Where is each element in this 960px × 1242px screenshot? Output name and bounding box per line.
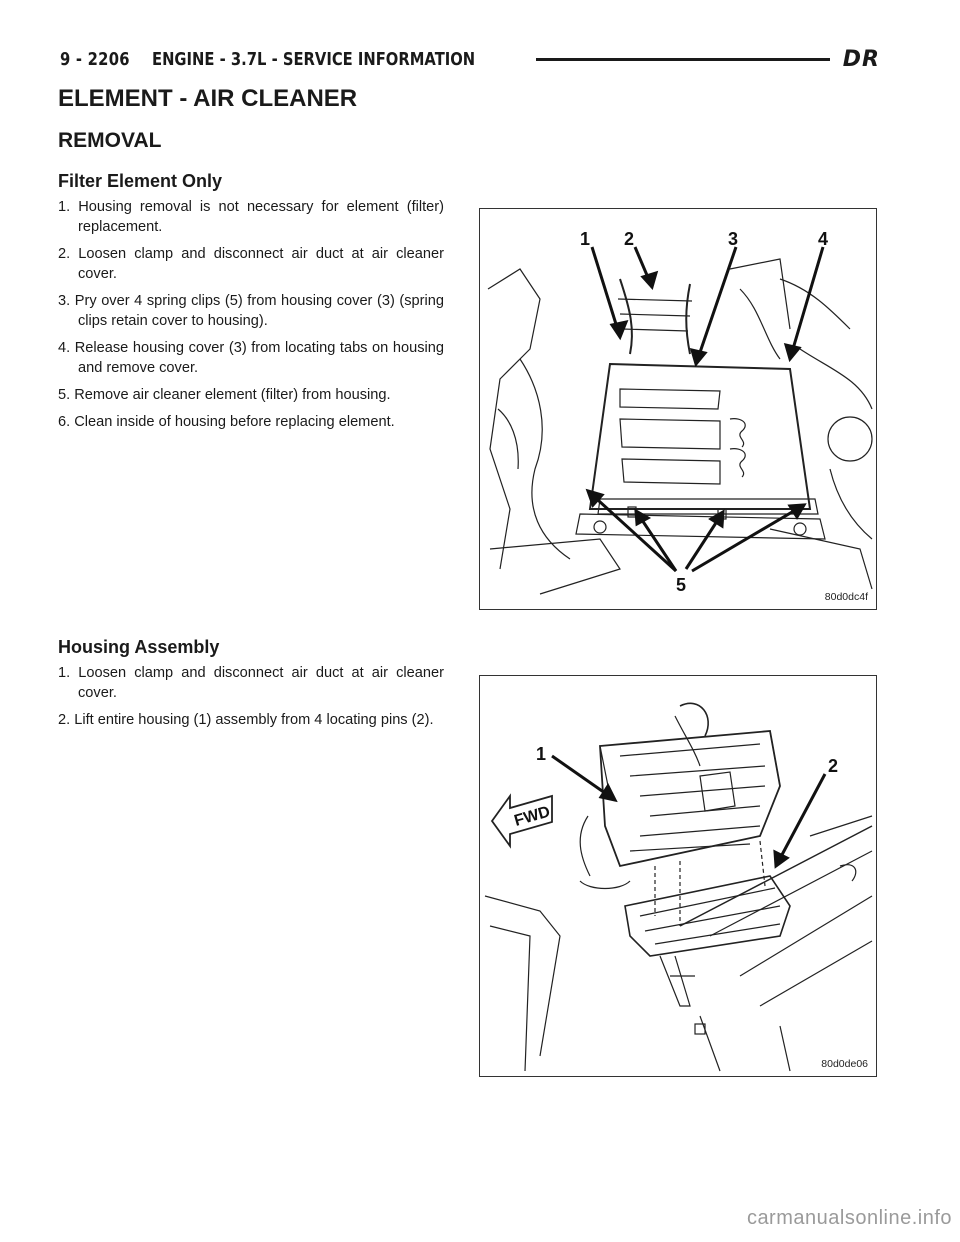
callout-1: 1 xyxy=(580,229,591,249)
header-code: DR xyxy=(842,46,880,72)
step-item: 6. Clean inside of housing before replacing element. xyxy=(58,414,395,430)
step-item: 1. Loosen clamp and disconnect air duct at air cleaner cover. xyxy=(58,665,444,701)
callout-3: 3 xyxy=(728,229,739,249)
fwd-label: FWD xyxy=(512,803,553,830)
callout-1: 1 xyxy=(536,744,547,764)
step-item: 2. Lift entire housing (1) assembly from 4 locating pins (2). xyxy=(58,712,434,728)
figure-code: 80d0de06 xyxy=(821,1058,868,1070)
callout-4: 4 xyxy=(818,229,829,249)
callout-5: 5 xyxy=(676,575,687,595)
step-item: 4. Release housing cover (3) from locating tabs on housing and remove cover. xyxy=(58,340,444,376)
air-cleaner-cover-figure xyxy=(479,208,877,610)
header-rule xyxy=(536,58,830,61)
step-item: 1. Housing removal is not necessary for element (filter) replacement. xyxy=(58,199,444,235)
procedure-title-housing-assembly: Housing Assembly xyxy=(58,637,220,657)
header-title: ENGINE - 3.7L - SERVICE INFORMATION xyxy=(152,48,476,70)
page-number: 9 - 2206 xyxy=(60,48,130,70)
procedure-title-filter-element: Filter Element Only xyxy=(58,171,223,191)
housing-assembly-figure xyxy=(479,675,877,1077)
page-header xyxy=(60,44,880,74)
filter-element-steps xyxy=(58,197,444,439)
air-cleaner-cover-illustration xyxy=(480,209,876,609)
step-item: 3. Pry over 4 spring clips (5) from housing cover (3) (spring clips retain cover to housing). xyxy=(58,293,444,329)
watermark: carmanualsonline.info xyxy=(746,1207,952,1229)
step-item: 2. Loosen clamp and disconnect air duct at air cleaner cover. xyxy=(58,246,444,282)
subsection-title: REMOVAL xyxy=(58,129,162,152)
housing-assembly-illustration xyxy=(480,676,876,1076)
step-item: 5. Remove air cleaner element (filter) from housing. xyxy=(58,387,391,403)
callout-2: 2 xyxy=(624,229,635,249)
figure-code: 80d0dc4f xyxy=(824,591,868,603)
section-title: ELEMENT - AIR CLEANER xyxy=(58,85,358,112)
callout-2: 2 xyxy=(828,756,839,776)
housing-assembly-steps xyxy=(58,663,444,737)
